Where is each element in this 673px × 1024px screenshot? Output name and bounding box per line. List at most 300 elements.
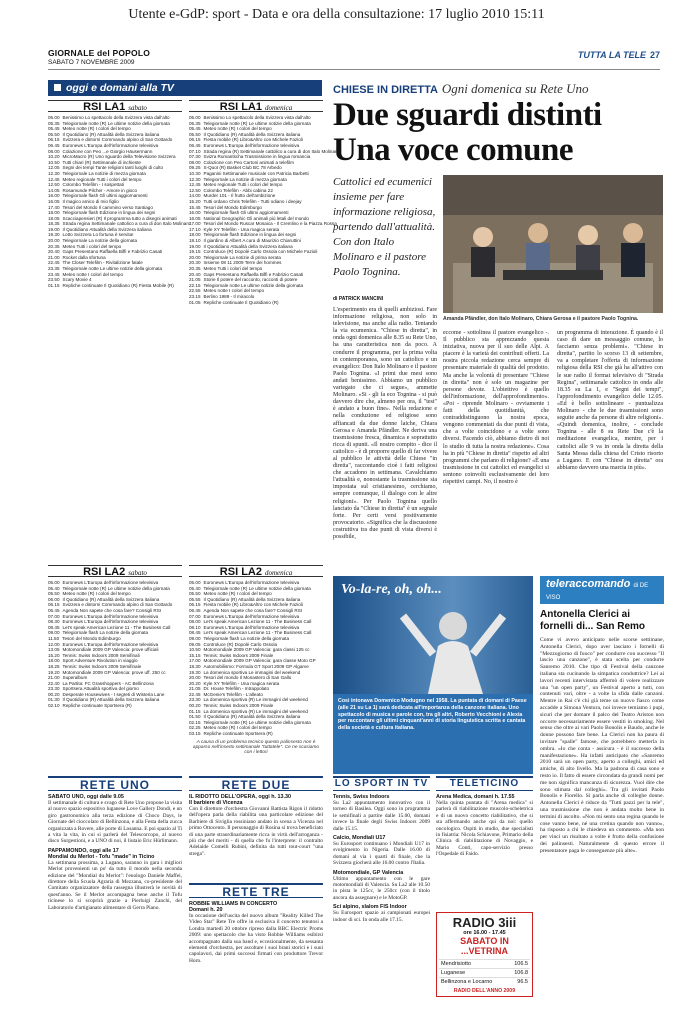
schedule-time: 08.45: [48, 624, 60, 630]
item-text: Il settimanale di cultura e svago di Rete Uno propone la visita al nuovo spazio espositivo luganese Love Gallery Dondi, e un giro gastronomico alla terza edizione di Choco Days, le Giornate del cioccolato di Bellinzona, e alla Festa della zucca organizzata a Rovere, alle porte di Losanna. E poi spazio al Ti a vita la vita, in cui si parlerà del Telescorcopo, al nuovo disco Surgestioni, e a UNO di noi, il liutaio Eric Hürlimann.: [48, 800, 182, 845]
page-number: 27: [649, 50, 660, 60]
schedule-program: Il Quotidiano Attualità della Svizzera italiana: [203, 243, 293, 249]
schedule-program: Meteo notte (R) I colori del tempo: [62, 591, 131, 597]
schedule-program: Repliche continuate Sportsera (R): [203, 731, 273, 737]
schedule-time: 21.05: [189, 686, 201, 692]
article-kicker2: Ogni domenica su Rete Uno: [441, 81, 589, 96]
item-subtitle: Domani h. 20: [189, 907, 223, 913]
frequency: 106.8: [514, 970, 528, 976]
schedule-time: 20.35: [189, 266, 201, 272]
channel-header: RSI LA2 domenica: [189, 565, 323, 577]
schedule-program: Repliche continuate Il Quotidiano (R): [203, 299, 279, 305]
schedule-program: Rocket dalla sfortuna: [62, 254, 106, 260]
schedule-time: 20.00: [189, 254, 201, 260]
schedule-program: Euronews L'Europa dell'informazione televisiva: [62, 613, 159, 619]
schedule-time: 07.10: [189, 148, 201, 154]
channel-header: RSI LA1 sabato: [48, 100, 182, 112]
schedule-time: 09.05: [189, 641, 201, 647]
schedule-program: Colombo Telefilm - I sospettati: [62, 182, 124, 188]
item-text: Ultimo appuntamento con le gare motomondiali di Valencia. Su La2 alle 10.50 in pista le 125cc, le 250cc (con il titolo ancora da assegnare) e le MotoGP.: [333, 875, 430, 901]
schedule-program: Euronews L'Europa dell'informazione televisiva: [62, 580, 159, 585]
square-icon: [54, 84, 61, 91]
schedule-program: Controluce (R) Dopolé Carlo Ossola: [203, 641, 278, 647]
schedule-program: Meteo notte (R) I colori del tempo: [203, 126, 272, 132]
schedule-la2-sat: [48, 565, 182, 765]
schedule-time: 11.50: [48, 635, 60, 641]
schedule-program: Il Quotidiano (R) Attualità della Svizzera italiana: [62, 131, 160, 137]
schedule-time: 14.00: [189, 193, 201, 199]
article-lead: Cattolici ed ecumenici insieme per fare informazione religiosa, partendo dall'attualità. Con don Italo Molinaro e il pastore Paolo Tognina.: [333, 176, 436, 278]
schedule-program: Euronews L'Europa dell'informazione televisiva: [203, 613, 300, 619]
schedule-program: Segni dei tempi Tante religioni tanti luoghi di culto: [62, 165, 164, 171]
schedule-program: Kyle XY Telefilm - Una magica serata: [203, 226, 280, 232]
schedule-program: Meteo notte I colori del tempo: [203, 288, 265, 294]
item-text: Su Eurosport spazio ai campionati europei indoor di sci. In onda alle 17.15.: [333, 910, 430, 923]
schedule-time: 10.50: [189, 647, 201, 653]
schedule-program: Let's speak American Lezione 11 - The Business Call: [203, 619, 312, 625]
schedule-time: 06.45: [48, 142, 60, 148]
schedule-time: 20.00: [189, 675, 201, 681]
radio-footer: RADIO DELL'ANNO 2009: [453, 988, 516, 994]
schedule-time: 06.15: [189, 602, 201, 608]
schedule-program: Murder 101 - Il frutto dell'ambizione: [203, 193, 276, 199]
schedule-program: Superalbum: [62, 675, 88, 681]
schedule-la2-sun: [189, 565, 323, 770]
schedule-time: 07.00: [189, 613, 201, 619]
photo-caption: Amanda Pfändler, don Italo Molinaro, Chiara Gerosa e il pastore Paolo Tognina.: [443, 316, 639, 322]
section-title: TUTTA LA TELE: [577, 50, 646, 60]
schedule-program: Tutti chiari (R) Settimanale di inchieste: [62, 159, 141, 165]
schedule-program: Tesori del Mondo Il cammino verso Santiago: [62, 204, 153, 210]
schedule-time: 23.35: [48, 266, 60, 272]
schedule-time: 06.45: [189, 607, 201, 613]
schedule-time: 18.00: [189, 232, 201, 238]
schedule-time: 13.05: [48, 647, 60, 653]
schedule-time: 08.00: [189, 159, 201, 165]
schedule-time: 23.45: [48, 271, 60, 277]
schedule-program: Tesori del Mondo Edimburgo: [62, 635, 121, 641]
schedule-row: [189, 731, 323, 737]
schedule-time: 05.45: [48, 126, 60, 132]
schedule-program: Strada regina (R) Settimanale cattolico a cura di don Italo Molinaro: [203, 148, 340, 154]
schedule-program: Meteo notte (R) I colori del tempo: [203, 725, 272, 731]
schedule-time: 19.00: [189, 243, 201, 249]
schedule-program: Il magico amico di mio figlio: [62, 198, 119, 204]
schedule-time: 01.50: [189, 714, 201, 720]
schedule-program: Telegiornale La notizie di mezza giornata: [62, 170, 146, 176]
schedule-time: 23.30: [48, 686, 60, 692]
schedule-time: 17.10: [189, 226, 201, 232]
region: Mendrisiotto: [441, 961, 471, 967]
schedule-row: [48, 703, 182, 709]
article-column-2: eccome - sottolinea il pastore evangelico -. Il pubblico sta apprezzando questa iniziativa, nuova per il suo delle Alpi. A piacere è la varietà dei contributi offerti. La nostra piccola redazione cerca sempre di presentare materiale di qualità del prodotto. Ma anche la volontà di presentare "Chiese in diretta" non è solo un magazine per persone devote. L'obiettivo è quello dell'informazione, dell'approfondimento». «Poi - riprende Molinaro - ovviamente i fatti della quotidianità, che contraddistinguono la nostra epoca, vengono commentati da due punti di vista, che a volte coincidono e a volte sono diversi. Facendo ciò, abbiamo dietro di noi lo studio di tutta la nostra redazione». Cosa ha in più "Chiese in diretta" rispetto ad altri programmi che parlano di religione? «È una trasmissione in cui cattolici ed evangelici si sentono coinvolti esclusivamente dei loro rispettivi campi. No, il nostro è: [443, 330, 549, 485]
schedule-program: Lotto Svizzera Lo fortuna è servita!: [62, 232, 134, 238]
schedule-time: 16.05: [189, 215, 201, 221]
frequency: 96.5: [517, 979, 528, 985]
schedule-time: 12.45: [189, 182, 201, 188]
schedule-time: 12.30: [48, 170, 60, 176]
schedule-program: Rosamunde Pilcher - Amore in gioco: [62, 187, 138, 193]
schedule-time: 05.50: [189, 591, 201, 597]
schedule-program: Berlino 1989 - Il miracolo: [203, 294, 255, 299]
schedule-program: Paganini Settimanale musicale con Patricia Barbetti: [203, 170, 309, 176]
schedule-time: 20.40: [189, 271, 201, 277]
schedule-program: Il Quotidiano (R) Attualità della Svizzera italiana: [62, 596, 160, 602]
schedule-program: Euronews L'Europa dell'informazione televisiva: [62, 142, 159, 148]
schedule-program: Motomondiale 2009 GP Valencia: prove ufficiali: [62, 647, 159, 653]
schedule-time: 03.15: [189, 731, 201, 737]
schedule-time: 06.45: [48, 607, 60, 613]
schedule-program: Agenda Non sapete che cosa fare? Consigli RSI: [203, 607, 303, 613]
schedule-time: 17.00: [189, 658, 201, 664]
item-text: Con il direttore d'orchestra Giovanni Battista Rigon il ridotto dell'opera parla della riabilita una particolare edizione del Barbiere di Siviglia rossiniano andato in scena a Vicenza nel primo Ottocento. Il personaggio di Rosina si trova beneficiato di una parte straordinariamente ricca in virtù dell'arroganza - più che del meriti - di quella che fu l'interprete: il contralto Adelaide Comelli Rubini, definita da tutti tout-court "una strega".: [189, 806, 323, 857]
schedule-time: 21.05: [189, 277, 201, 283]
schedule-time: 01.30: [48, 697, 60, 703]
tv-band: oggi e domani alla TV: [48, 80, 322, 96]
schedule-program: Sportsera Attualità sportiva del giorno: [62, 686, 139, 692]
schedule-time: 22.55: [189, 288, 201, 294]
rete-tre-header: RETE TRE: [189, 883, 323, 898]
schedule-program: Tesori del Mondo Edimburgo: [203, 204, 262, 210]
schedule-time: 14.05: [48, 187, 60, 193]
channel-header: RSI LA2 sabato: [48, 565, 182, 577]
schedule-program: La domenica sportiva Le immagini del weekend: [203, 669, 301, 675]
schedule-program: Motomondiale 2009 GP Valencia: prove uff. 250 cc: [62, 669, 166, 675]
item-title: Arena Medica, domani h. 17.55: [436, 794, 515, 800]
item-title: ROBBIE WILLIAMS IN CONCERTO: [189, 901, 278, 907]
schedule-program: Tesori del Mondo Ruscar Mosaica - Il Cremlino e la Piazza Rossa: [203, 221, 337, 227]
schedule-program: Euronews L'Europa dell'informazione televisiva: [62, 619, 159, 625]
schedule-time: 20.35: [48, 243, 60, 249]
schedule-time: 01.15: [48, 282, 60, 288]
schedule-time: 05.00: [48, 115, 60, 120]
schedule-time: 05.00: [189, 580, 201, 585]
region: Bellinzona e Locarno: [441, 979, 493, 985]
schedule-program: Telegiornale flash Edizione in lingua dei segni: [62, 210, 156, 216]
schedule-time: 05.40: [48, 585, 60, 591]
frequency-row: [439, 959, 530, 968]
schedule-time: 01.05: [189, 299, 201, 305]
schedule-time: 02.25: [189, 725, 201, 731]
schedule-time: 15.45: [189, 204, 201, 210]
headline: Due sguardi distinti Una voce comune: [333, 97, 602, 168]
technical-note: A causa di un problema tecnico questo palinsesto non è apparso nell'inserto settimanale "tuttatele". Ce ne scusiamo con i lettori: [192, 739, 320, 755]
channel-header: RSI LA1 domenica: [189, 100, 323, 112]
schedule-time: 22.45: [189, 691, 201, 697]
article-kicker: CHIESE IN DIRETTA: [333, 84, 438, 96]
schedule-program: Let's speak American Lezione 11 - The Business Call: [203, 630, 312, 636]
schedule-program: Colazione con Peo ...e Giorgio Häusermann: [62, 148, 153, 154]
schedule-program: Meteo Tutti i colori del tempo: [203, 266, 263, 272]
teleraccomando-label: teleraccomando di DE VISO: [540, 576, 664, 604]
schedule-program: Storie Il potere del racconto, racconti di potere: [203, 277, 298, 283]
schedule-time: 15.20: [48, 652, 60, 658]
schedule-time: 19.30: [48, 232, 60, 238]
byline: di PATRICK MANCINI: [333, 296, 384, 302]
schedule-program: Telegiornale notte (R) Le ultime notizie della giornata: [62, 120, 170, 126]
schedule-time: 12.50: [189, 187, 201, 193]
schedule-time: 05.35: [189, 120, 201, 126]
schedule-time: 22.15: [189, 282, 201, 288]
schedule-time: 19.20: [48, 669, 60, 675]
schedule-time: 10.30: [189, 170, 201, 176]
schedule-la1-sun: [189, 100, 340, 560]
schedule-time: 21.00: [48, 675, 60, 681]
item-text: La settimana prossima, a Lugano, saranno in gara i migliori Merlot provenienti un po' da tutto il mondo nella seconda edizione del "Mondial du Merlot": l'enologo Daniele Maffei, direttore della Scuola Agraria di Mezzana, co-presidente del Comitato organizzatore della rassegna illustrerà le novità di quest'anno. Se il Merlot accompagna bene anche il Tofu ticinese lo si scoprirà grazie a Pierluigi Zanchi, del Laboratorio d'artigianato alimentare di Gerra Piano.: [48, 859, 182, 911]
schedule-program: Let's speak American Lezione 11 - The Business Call: [62, 624, 171, 630]
schedule-time: 22.40: [48, 680, 60, 686]
schedule-program: Il Quotidiano (R) Attualità della Svizzera italiana: [203, 714, 301, 720]
schedule-program: Telegiornale La notizie di mezza giornata: [203, 176, 287, 182]
schedule-time: 16.05: [48, 198, 60, 204]
schedule-program: Scary Movie 4: [62, 277, 92, 283]
masthead: [48, 48, 660, 70]
schedule-time: 10.20: [48, 154, 60, 160]
schedule-program: Euronews L'Europa dell'informazione televisiva: [62, 641, 159, 647]
schedule-program: Tennis: Swiss Indoors 2009 Finale: [203, 703, 274, 709]
schedule-time: 12.30: [189, 176, 201, 182]
schedule-program: MicroMacro (R) Uno sguardo della Televisione Svizzera: [62, 154, 176, 160]
schedule-time: 12.00: [48, 641, 60, 647]
schedule-program: Svizzera e dintorni Commando alpino di San Gottardo: [62, 602, 173, 608]
schedule-program: Telegiornale La notizie della giornata: [62, 238, 138, 244]
radio-logo: RADIO 3iii: [452, 915, 517, 930]
schedule-program: Tutti ordano Chris Telefilm - Tutti odiano i deejay: [203, 198, 302, 204]
schedule-time: 16.00: [48, 193, 60, 199]
schedule-program: Motomondiale 2009 GP Valencia: gara classe Moto GP: [203, 658, 316, 664]
schedule-time: 18.30: [189, 663, 201, 669]
schedule-time: 02.10: [48, 703, 60, 709]
schedule-time: 01.15: [189, 708, 201, 714]
schedule-time: 23.15: [189, 294, 201, 299]
schedule-time: 19.30: [189, 669, 201, 675]
schedule-time: 05.50: [189, 131, 201, 137]
frequency: 106.5: [514, 961, 528, 967]
schedule-program: Telegiornale La notizie di prima serata: [203, 254, 281, 260]
promo-text: Così intonava Domenico Modugno nel 1958. La puntata di domani di Paese (alle 21 su La 1) sarà dedicata all'importanza della canzone italiana. Uno spettacolo di musica e parole con, tra gli altri, Roberto Vecchioni e Alexia per raccontare gli ultimi cinquant'anni di storia linguistica scritta e cantata della società e cultura italiana.: [338, 698, 527, 732]
schedule-program: Il giardino di Albert A cura di Maurizio Chiaruttini: [203, 238, 301, 244]
schedule-time: 06.45: [189, 142, 201, 148]
schedule-time: 05.00: [189, 115, 201, 120]
teleraccomando-title: Antonella Clerici ai fornelli di... San Remo: [540, 609, 646, 632]
schedule-program: Kyle XY Telefilm - Una magica serata: [203, 680, 280, 686]
schedule-program: Tesori del mondo Il Monastero di San Gallo: [203, 675, 292, 681]
schedule-la1-sat: [48, 100, 191, 560]
schedule-program: Svizzera e dintorni Commando alpino di San Gottardo: [62, 137, 173, 143]
singer-illustration: [333, 576, 533, 694]
schedule-row: [189, 300, 323, 306]
schedule-program: Meteo notte (R) I colori del tempo: [203, 591, 272, 597]
schedule-time: 00.20: [48, 691, 60, 697]
schedule-time: 07.30: [189, 154, 201, 160]
schedule-time: 08.30: [48, 619, 60, 625]
schedule-program: Telegiornale flash Gli ultimi aggiornamenti: [62, 193, 148, 199]
rete-due-box: [189, 776, 323, 857]
schedule-time: 09.25: [189, 165, 201, 171]
schedule-program: Colazione con Peo Cartoni animati a telefilm: [203, 159, 294, 165]
schedule-program: Benissimo Lo spettacolo della Svizzera vista dall'alto: [203, 115, 311, 120]
article-header: [333, 80, 663, 98]
schedule-time: 08.00: [189, 619, 201, 625]
region: Luganese: [441, 970, 466, 976]
item-text: Nella quinta puntata di "Arena medica" si parlerà di riabilitazione muscolo-scheletrica e di un nuovo concetto riabilitativo, che si sta affermando anche qui da noi: quello oncologico. Ospiti in studio, due specialisti in fisiatria: Nicola Schiavone, Primario della Clinica di riabilitazione di Novaggio, e Mario Conti, capo-servizio presso l'Ospedale di Faido.: [436, 800, 533, 858]
item-title: SABATO UNO, oggi dalle 9.05: [48, 794, 124, 800]
schedule-program: Il Quotidiano (R) Attualità della Svizzera italiana: [62, 697, 160, 703]
rete-uno-header: RETE UNO: [48, 776, 182, 791]
rete-uno-box: [48, 776, 182, 911]
schedule-program: Meteo notte (R) I colori del tempo: [62, 126, 131, 132]
studio-photo-illustration: [443, 175, 663, 313]
schedule-program: McGenie's Telefilm - L'alleato: [203, 691, 263, 697]
schedule-time: 19.15: [189, 249, 201, 255]
schedule-program: Strada regina Settimanale cattolico a cura di don Italo Molinaro: [62, 221, 191, 227]
promo-photo: [333, 576, 533, 694]
schedule-time: 06.15: [48, 137, 60, 143]
lo-sport-box: [333, 776, 430, 923]
item-text: Su La2 appuntamento innovativo con il torneo di Basilea. Oggi sono in programma le semifinali a partire dalle 15.00, domani invece la finale degli Swiss Indoors 2009 dalle 15.15.: [333, 800, 430, 832]
schedule-time: 21.00: [48, 254, 60, 260]
schedule-time: 20.30: [189, 260, 201, 266]
article-photo: [443, 175, 663, 313]
schedule-time: 17.00: [189, 221, 201, 227]
schedule-program: National Geographic Gli animali più letali del mondo: [203, 215, 309, 221]
teleraccomando-box: [540, 576, 664, 977]
schedule-time: 18.10: [189, 238, 201, 244]
schedule-time: 23.30: [189, 697, 201, 703]
schedule-program: Telegiornale notte (R) Le ultime notizie della giornata: [203, 120, 311, 126]
schedule-program: Repliche continuate Sportsera (R): [62, 703, 132, 709]
schedule-time: 12.50: [48, 182, 60, 188]
schedule-program: Fiesta mobile (R) Libro&Altro con Michele Fazioli: [203, 602, 303, 608]
schedule-time: 18.00: [48, 658, 60, 664]
schedule-program: Colombo Telefilm - Abbi cabina 22: [203, 187, 273, 193]
schedule-program: La Partita: FC Grasshoppers - AC Bellinzona: [62, 680, 154, 686]
item-title: Motomondiale, GP Valencia: [333, 869, 404, 876]
schedule-program: Meteo regionale Tutti i colori del tempo: [62, 176, 142, 182]
schedule-program: Telegiornale flash La notizie della giornata: [62, 630, 149, 636]
item-text: Su Eurosport continuano i Mondiali U17 in svolgimento in Nigeria. Dalle 16.00 di domani al via i quarti di finale, che la Svizzera giocherà alle 16.00 contro l'Italia.: [333, 841, 430, 867]
schedule-program: Meteo regionale Tutti i colori del tempo: [203, 182, 283, 188]
schedule-program: Telegiornale notte Le ultime notizie della giornata: [62, 266, 163, 272]
rete-tre-box: [189, 883, 323, 964]
schedule-time: 05.50: [48, 131, 60, 137]
schedule-time: 06.15: [189, 137, 201, 143]
schedule-program: Repliche continuate Il Quotidiano (R) Fiesta Mobile (R): [62, 282, 174, 288]
schedule-time: 18.00: [48, 210, 60, 216]
schedule-program: Il Quotidiano (R) Attualità della Svizzera italiana: [203, 596, 301, 602]
issue-date: SABATO 7 NOVEMBRE 2009: [48, 59, 135, 66]
rete-due-header: RETE DUE: [189, 776, 323, 791]
schedule-program: Automobilismo: Formula GT Sport 2009 GP Algarve: [203, 663, 309, 669]
schedule-time: 12.05: [48, 165, 60, 171]
schedule-time: 06.00: [48, 596, 60, 602]
schedule-time: 09.00: [189, 635, 201, 641]
schedule-program: Sport Adventure Rivolution in viaggio: [62, 658, 138, 664]
item-title: Sci alpino, slalom FIS Indoor: [333, 904, 407, 911]
frequency-row: [439, 977, 530, 986]
schedule-time: 18.25: [48, 663, 60, 669]
schedule-time: 10.50: [48, 159, 60, 165]
schedule-time: 05.35: [48, 120, 60, 126]
schedule-time: 09.00: [48, 630, 60, 636]
schedule-program: Telegiornale flash Edizione in lingua dei segni: [203, 232, 297, 238]
teleticino-header: TELETICINO: [436, 776, 533, 791]
schedule-program: Gaps Presentano Raffaella Biffi e Fabrizio Casati: [62, 249, 163, 255]
radio-time: ore 16.00 - 17.45: [463, 930, 506, 936]
newspaper-logo: GIORNALE del POPOLO: [48, 48, 151, 58]
item-text: In occasione dell'uscita del nuovo album "Reality Killed The Video Star" Rete Tre offre in esclusiva il concerto tenutosi a Londra martedì 20 ottobre ripreso dalla BBC Electric Proms 2009: uno spettacolo che ha visto Robbie Williams esibirsi accompagnato dalla sua band e, eccezionalmente, da sessanta elementi d'orchestra, per ascoltare i suoi brani storici e i suoi capolavori, dai primi successi firmati con produttore Trevor Horn.: [189, 913, 323, 964]
item-subtitle: Il barbiere di Vicenza: [189, 800, 243, 806]
schedule-program: Euronews L'Europa dell'informazione televisiva: [203, 142, 300, 148]
item-title: IL RIDOTTO DELL'OPERA, oggi h. 13.30: [189, 794, 292, 800]
item-title: PAPPAMONDO, oggi alle 17: [48, 847, 119, 854]
schedule-program: Tennis: Swiss Indoors 2009 Finale: [203, 652, 274, 658]
schedule-program: Euronews L'Europa dell'informazione televisiva: [203, 580, 300, 585]
schedule-time: 16.00: [189, 210, 201, 216]
schedule-time: 19.00: [48, 226, 60, 232]
schedule-time: 17.40: [48, 204, 60, 210]
schedule-program: Motomondiale 2009 GP Valencia: gara classi 125 cc: [203, 647, 310, 653]
teleticino-box: [436, 776, 533, 858]
schedule-time: 05.00: [48, 580, 60, 585]
schedule-program: Desperate Housewives - I segreti di Wisteria Lane: [62, 691, 165, 697]
schedule-program: Telegiornale notte Le ultime notizie della giornata: [203, 282, 304, 288]
schedule-time: 05.50: [48, 591, 60, 597]
schedule-program: Tennis: Swiss Indoors 2009 Semifinali: [62, 652, 140, 658]
schedule-program: Telegiornale notte (R) Le ultime notizie della giornata: [62, 585, 170, 591]
schedule-program: La domenica sportiva (R) Le immagini del weekend: [203, 697, 308, 703]
schedule-program: Il Quotidiano Attualità della Svizzera italiana: [62, 226, 152, 232]
schedule-program: Benissimo Lo spettacolo della Svizzera vista dall'alto: [62, 115, 170, 120]
schedule-program: Controluce (R) Dopolé Carlo Ossola con Michele Fazioli: [203, 249, 318, 255]
schedule-time: 20.00: [48, 238, 60, 244]
schedule-time: 20.40: [48, 249, 60, 255]
schedule-time: 23.50: [48, 277, 60, 283]
schedule-program: Svizra Rumantscha Trasmissione in lingua romancia: [203, 154, 311, 160]
frequency-row: [439, 968, 530, 977]
radio-3iii-box: [436, 912, 533, 997]
radio-show: SABATO IN ...VETRINA: [460, 936, 509, 956]
schedule-time: 05.55: [189, 596, 201, 602]
schedule-time: 08.10: [189, 624, 201, 630]
schedule-time: 06.15: [48, 602, 60, 608]
schedule-program: Telegiornale flash Gli ultimi aggiornamenti: [203, 210, 289, 216]
schedule-program: Dr. House Telefilm - Intrappolato: [203, 686, 270, 692]
teleraccomando-text: Come vi avevo anticipato nelle scorse settimane, Antonella Clerici, dopo aver lasciato i fornelli di "Mezzogiorno di fuoco" per condurre con successo "Il lascio una canzone", è stata scelta per condurre Sanremo 2010. Che tipo di Festival della canzone italiana sta cucinando la simpatica conduttrice? Lei ai lavori recenti intervistata affermò di volere realizzare una "un open party", un Festival aperto a tutti, con contenuti vari, oltre - a volte la sfida dalle canzoni. Mentre in Rai c'è chi già teme un nuovo fiasco come accadde a Simona Ventura, noi invece temiamo i pupi, sicuri che per domare il palco del Teatro Ariston non occorre necessariamente essere vestiti in smoking. Nel senso che oltre ai vari Paolo Bonolis e Baudo, anche le donne possono fare bene. La Clerici non ha paura di invitare "spalle" famose, che potrebbero metterla in ombra. «Io che conta - assicura - è il successo della manifestazione». Ha infatti anticipato che «Sanremo 2010 sarà un open party, aperto a colleghi, amici ed amiche, di alto livello. Ma la padrona di casa sono e resto io. Il fatto di essere circondata da grandi nomi per me non significa mancanza di sicurezza. Vuol dire che sono stimata dal colleghi». Tra gli invitati Paolo Bonolis e Fiorello. Si parla anche di colleghe donne. Antonella Clerici è riduce da "Tutti pazzi per la tele", una trasmissione che non è andata molto bene in termini di ascolto. «Non mi sento una regina quando le cose vanno bene, né una cretina quando non vanno», ha risposto a chi le chiedeva un commento. «Ma non per vinci un risultato a volte è frutto della confusione dei palinsesti. Naturalmente di questo errore il presentatore paga le conseguenze più alte».: [540, 637, 664, 854]
schedule-program: The Closer Telefilm - Rivitalizione fatale: [62, 260, 143, 266]
promo-title: Vo-la-re, oh, oh...: [341, 582, 442, 597]
schedule-time: 18.35: [48, 221, 60, 227]
schedule-program: S-Quot (R) Basket Club BC 78 Arbedo: [203, 165, 282, 171]
schedule-time: 07.00: [48, 613, 60, 619]
schedule-program: Insieme 08 11 2009 Terre dei hommes: [203, 260, 282, 266]
schedule-program: Telegiornale notte (R) Le ultime notizie della giornata: [203, 719, 311, 725]
promo-box: [333, 576, 533, 774]
schedule-program: Euronews L'Europa dell'informazione televisiva: [203, 624, 300, 630]
schedule-time: 08.00: [48, 148, 60, 154]
schedule-row: [48, 283, 182, 289]
schedule-program: Gaps Presentano Raffaella Biffi e Fabrizio Casati: [203, 271, 304, 277]
schedule-time: 18.05: [48, 215, 60, 221]
schedule-program: Telegiornale notte (R) Le ultime notizie della giornata: [203, 585, 311, 591]
item-title: Calcio, Mondiali U17: [333, 835, 386, 842]
schedule-time: 20.20: [189, 680, 201, 686]
schedule-program: Tennis: Swiss Indoors 2009 Semifinale: [62, 663, 142, 669]
lo-sport-header: LO SPORT IN TV: [334, 778, 429, 789]
schedule-program: Il Quotidiano (R) Attualità della Svizzera italiana: [203, 131, 301, 137]
item-title: Tennis, Swiss Indoors: [333, 794, 390, 800]
schedule-time: 15.20: [189, 198, 201, 204]
